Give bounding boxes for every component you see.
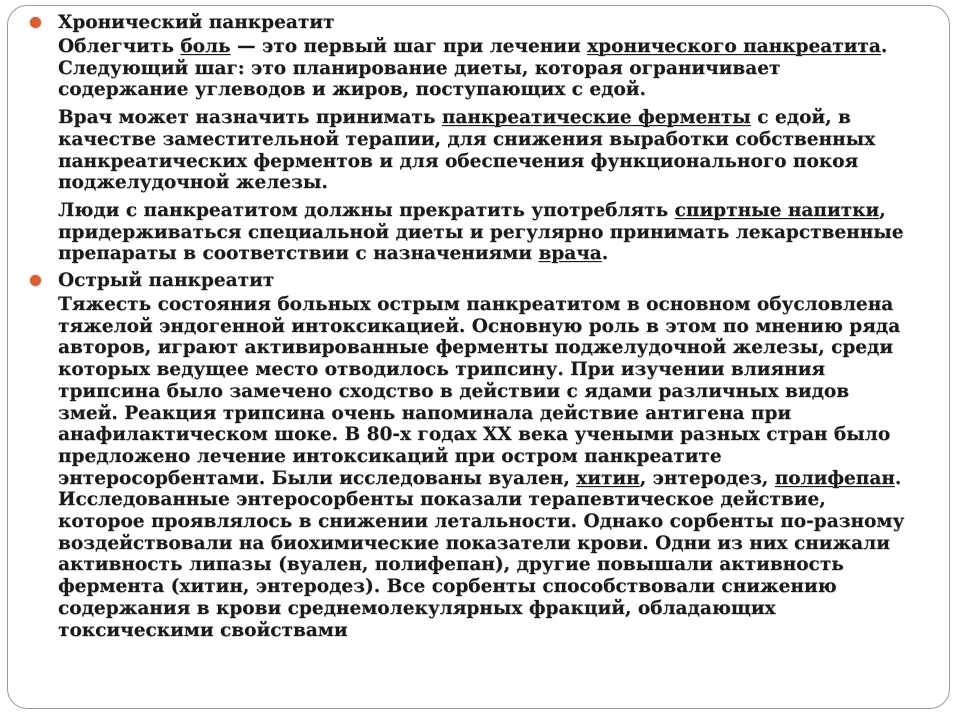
text: Тяжесть состояния больных острым панкреатитом в основном обусловлена тяжелой эндогенной интоксикацией. Основную роль в этом по мнению ряда авторов, играют активированные ферменты поджелудочной железы, среди которых ведущее место отводилось трипсину. При изучении влияния трипсина было замечено сходство в действии с ядами различных видов змей. Реакция трипсина очень напоминала действие антигена при анафилактическом шоке. В 80-х годах XX века учеными разных стран было предложено лечение интоксикаций при остром панкреатите энтеросорбентами. Были исследованы вуален, bbox=[58, 294, 901, 489]
heading-text: Острый панкреатит bbox=[58, 270, 275, 292]
bullet-icon bbox=[30, 17, 41, 28]
paragraph-enzymes bbox=[58, 107, 910, 194]
text: . Следующий шаг: это планирование диеты, которая ограничивает содержание углеводов и жиров, поступающих с едой. bbox=[58, 36, 888, 101]
paragraph-acute-description bbox=[58, 294, 910, 641]
text: — это первый шаг при лечении bbox=[230, 36, 588, 57]
paragraph-alcohol bbox=[58, 200, 910, 265]
bullet-icon bbox=[30, 275, 41, 286]
link-polyphepan[interactable]: полифепан bbox=[774, 467, 895, 489]
link-pancreatic-enzymes[interactable]: панкреатические ферменты bbox=[441, 107, 751, 129]
text: Облегчить bbox=[58, 36, 181, 57]
text: Люди с панкреатитом должны прекратить употреблять bbox=[58, 199, 675, 221]
link-pain[interactable]: боль bbox=[180, 36, 231, 57]
text: , энтеродез, bbox=[639, 467, 775, 489]
section-heading-chronic bbox=[30, 12, 910, 34]
text: с едой, в качестве заместительной терапии, для снижения выработки собственных панкреатических ферментов и для обеспечения функционального покоя поджелудочной железы. bbox=[58, 107, 876, 194]
slide-content bbox=[30, 12, 910, 641]
heading-text: Хронический панкреатит bbox=[58, 12, 335, 33]
paragraph-pain-relief bbox=[58, 36, 910, 101]
text: , придерживаться специальной диеты и регулярно принимать лекарственные препараты в соответствии с назначениями bbox=[58, 199, 904, 265]
link-doctor[interactable]: врача bbox=[538, 243, 602, 265]
link-chronic-pancreatitis[interactable]: хронического панкреатита bbox=[587, 36, 881, 57]
text: . bbox=[601, 243, 609, 265]
section-heading-acute bbox=[30, 270, 910, 292]
link-chitin[interactable]: хитин bbox=[576, 467, 640, 489]
link-alcoholic-drinks[interactable]: спиртные напитки bbox=[674, 199, 880, 221]
text: Врач может назначить принимать bbox=[58, 107, 442, 129]
text: . Исследованные энтеросорбенты показали терапевтическое действие, которое проявлялось в снижении летальности. Однако сорбенты по-разному воздействовали на биохимические показатели крови. Одни из них снижали активность липазы (вуален, полифепан), другие повышали активность фермента (хитин, энтеродез). Все сорбенты способствовали снижению содержания в крови среднемолекулярных фракций, обладающих токсическими свойствами bbox=[58, 467, 905, 641]
